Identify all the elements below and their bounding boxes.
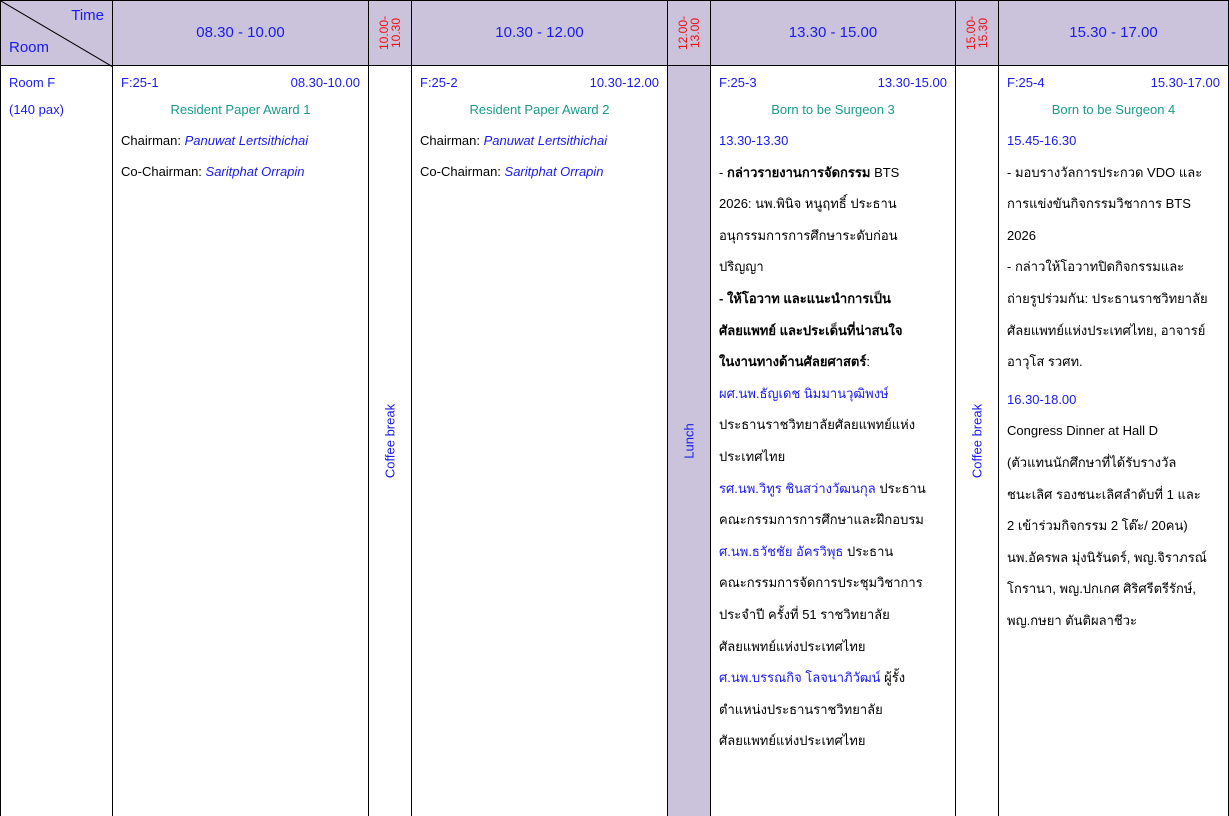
speaker-3-line-3: ประจำปี ครั้งที่ 51 ราชวิทยาลัย [719, 606, 890, 622]
speaker-3-line-4: ศัลยแพทย์แห่งประเทศไทย [719, 638, 866, 654]
break3-column [955, 0, 998, 816]
speaker-2-line [719, 473, 947, 505]
dash: - [719, 164, 727, 180]
speaker-1-line-2: ประธานราชวิทยาลัยศัลยแพทย์แห่ง [719, 417, 916, 433]
speaker-3-line [719, 536, 947, 568]
speaker-4-line-2: ตำแหน่งประธานราชวิทยาลัย [719, 701, 883, 717]
chairman-name: Panuwat Lertsithichai [184, 133, 309, 148]
break1-time-text: 10.00- 10.30 [377, 15, 403, 51]
session-title: Born to be Surgeon 4 [1051, 102, 1176, 117]
break2-time-text: 12.00- 13.00 [676, 15, 702, 51]
report-line-2: 2026: นพ.พินิจ หนูฤทธิ์ ประธาน [719, 196, 897, 212]
cochairman-label: Co-Chairman: [121, 164, 206, 179]
break3-time-text: 15.00- 15.30 [964, 15, 990, 51]
session-time: 13.30-15.00 [877, 75, 947, 90]
closing-line-3: ศัลยแพทย์แห่งประเทศไทย, อาจารย์ [1007, 322, 1206, 338]
dinner-line-3: ชนะเลิศ รองชนะเลิศลำดับที่ 1 และ [1007, 486, 1201, 502]
dinner-line-5: นพ.อัครพล มุ่งนิรันดร์, พญ.จิราภรณ์ [1007, 549, 1207, 565]
colon: : [866, 354, 870, 370]
chairman-line [420, 125, 659, 156]
slot1-header [113, 0, 368, 66]
session-title: Born to be Surgeon 3 [771, 102, 895, 117]
slot2-column [411, 0, 667, 816]
report-line-3: อนุกรรมการการศึกษาระดับก่อน [719, 227, 898, 243]
session-f25-3 [711, 66, 955, 816]
session-code: F:25-1 [121, 75, 159, 90]
break2-time [668, 0, 710, 66]
speaker-1-line-3: ประเทศไทย [719, 448, 786, 464]
session-time: 10.30-12.00 [589, 75, 659, 90]
room-label: Room [9, 39, 50, 56]
award-line-3: 2026 [1007, 227, 1036, 243]
room-cell [1, 66, 112, 816]
session-time: 08.30-10.00 [290, 75, 360, 90]
lunch-break [668, 66, 710, 816]
time-label: Time [71, 7, 104, 24]
sub-time: 15.45-16.30 [1007, 133, 1077, 148]
advice-text: ในงานทางด้านศัลยศาสตร์ [719, 354, 867, 370]
slot3-time: 13.30 - 15.00 [788, 24, 878, 41]
slot4-column [998, 0, 1229, 816]
slot1-column [112, 0, 368, 816]
slot2-header [412, 0, 667, 66]
session-time: 15.30-17.00 [1150, 75, 1220, 90]
break3-time [956, 0, 998, 66]
speaker-4-line [719, 662, 947, 694]
closing-line-4: อาวุโส รวศท. [1007, 354, 1083, 370]
chairman-label: Chairman: [121, 133, 185, 148]
room-column [0, 0, 112, 816]
cochairman-name: Saritphat Orrapin [205, 164, 305, 179]
advice-line-1: - ให้โอวาท และแนะนำการเป็น [719, 290, 891, 306]
dinner-line-6: โกรานา, พญ.ปกเกศ ศิริศรีตรีรักษ์, [1007, 581, 1197, 597]
lunch-column [667, 0, 710, 816]
slot1-time: 08.30 - 10.00 [196, 24, 285, 41]
speaker-3-line-2: คณะกรรมการจัดการประชุมวิชาการ [719, 575, 923, 591]
speaker-4-line-3: ศัลยแพทย์แห่งประเทศไทย [719, 733, 866, 749]
session-code: F:25-3 [719, 75, 757, 90]
session-code: F:25-4 [1007, 75, 1045, 90]
advice-line-2: ศัลยแพทย์ และประเด็นที่น่าสนใจ [719, 322, 903, 338]
dinner-line-2: (ตัวแทนนักศึกษาที่ได้รับรางวัล [1007, 454, 1177, 470]
room-capacity: (140 pax) [9, 102, 64, 117]
session-title: Resident Paper Award 2 [469, 102, 610, 117]
speaker-3-role: ประธาน [843, 543, 894, 559]
break1-column [368, 0, 411, 816]
coffee-break-label: Coffee break [382, 403, 398, 479]
cochairman-label: Co-Chairman: [420, 164, 505, 179]
award-line-1: - มอบรางวัลการประกวด VDO และ [1007, 164, 1203, 180]
report-bts: BTS [870, 164, 900, 180]
dinner-line-4: 2 เข้าร่วมกิจกรรม 2 โต๊ะ/ 20คน) [1007, 518, 1188, 534]
report-line-1 [719, 157, 947, 189]
speaker-2-line-2: คณะกรรมการการศึกษาและฝึกอบรม [719, 512, 924, 528]
dinner-line-7: พญ.กษยา ตันติผลาชีวะ [1007, 612, 1137, 628]
award-line-2: การแข่งขันกิจกรรมวิชาการ BTS [1007, 196, 1191, 212]
room-name: Room F [9, 75, 56, 90]
cochairman-line [420, 156, 659, 187]
advice-line-3 [719, 346, 947, 378]
sub-time: 13.30-13.30 [719, 133, 789, 148]
slot3-header [711, 0, 955, 66]
speaker-2-role: ประธาน [875, 480, 926, 496]
speaker-4-role: ผู้รั้ง [880, 670, 906, 686]
session-code-row [719, 72, 947, 94]
slot2-time: 10.30 - 12.00 [495, 24, 584, 41]
session-code-row [1007, 72, 1220, 94]
closing-line-1: - กล่าวให้โอวาทปิดกิจกรรมและ [1007, 259, 1185, 275]
speaker-3-name: ศ.นพ.ธวัชชัย อัครวิพุธ [719, 543, 844, 559]
cochairman-name: Saritphat Orrapin [504, 164, 604, 179]
speaker-2-name: รศ.นพ.วิทูร ชินสว่างวัฒนกุล [719, 480, 876, 496]
coffee-break-1 [369, 66, 411, 816]
break1-time [369, 0, 411, 66]
coffee-break-2 [956, 66, 998, 816]
chairman-line [121, 125, 360, 156]
slot4-header [999, 0, 1228, 66]
session-code-row [121, 72, 360, 94]
chairman-label: Chairman: [420, 133, 484, 148]
closing-line-2: ถ่ายรูปร่วมกัน: ประธานราชวิทยาลัย [1007, 290, 1208, 306]
session-title: Resident Paper Award 1 [170, 102, 311, 117]
dinner-line-1: Congress Dinner at Hall D [1007, 423, 1159, 439]
lunch-label: Lunch [681, 423, 697, 459]
cochairman-line [121, 156, 360, 187]
time-room-header [1, 0, 112, 66]
coffee-break-label: Coffee break [969, 403, 985, 479]
dinner-time: 16.30-18.00 [1007, 391, 1077, 407]
slot3-column [710, 0, 955, 816]
report-line-4: ปริญญา [719, 259, 764, 275]
session-code: F:25-2 [420, 75, 458, 90]
chairman-name: Panuwat Lertsithichai [483, 133, 608, 148]
speaker-1-name: ผศ.นพ.ธัญเดช นิมมานวุฒิพงษ์ [719, 385, 889, 401]
slot4-time: 15.30 - 17.00 [1069, 24, 1158, 41]
session-code-row [420, 72, 659, 94]
session-f25-1 [113, 66, 368, 816]
session-f25-2 [412, 66, 667, 816]
session-f25-4 [999, 66, 1228, 816]
report-title: กล่าวรายงานการจัดกรรม [726, 164, 871, 180]
speaker-4-name: ศ.นพ.บรรณกิจ โลจนาภิวัฒน์ [719, 670, 881, 686]
